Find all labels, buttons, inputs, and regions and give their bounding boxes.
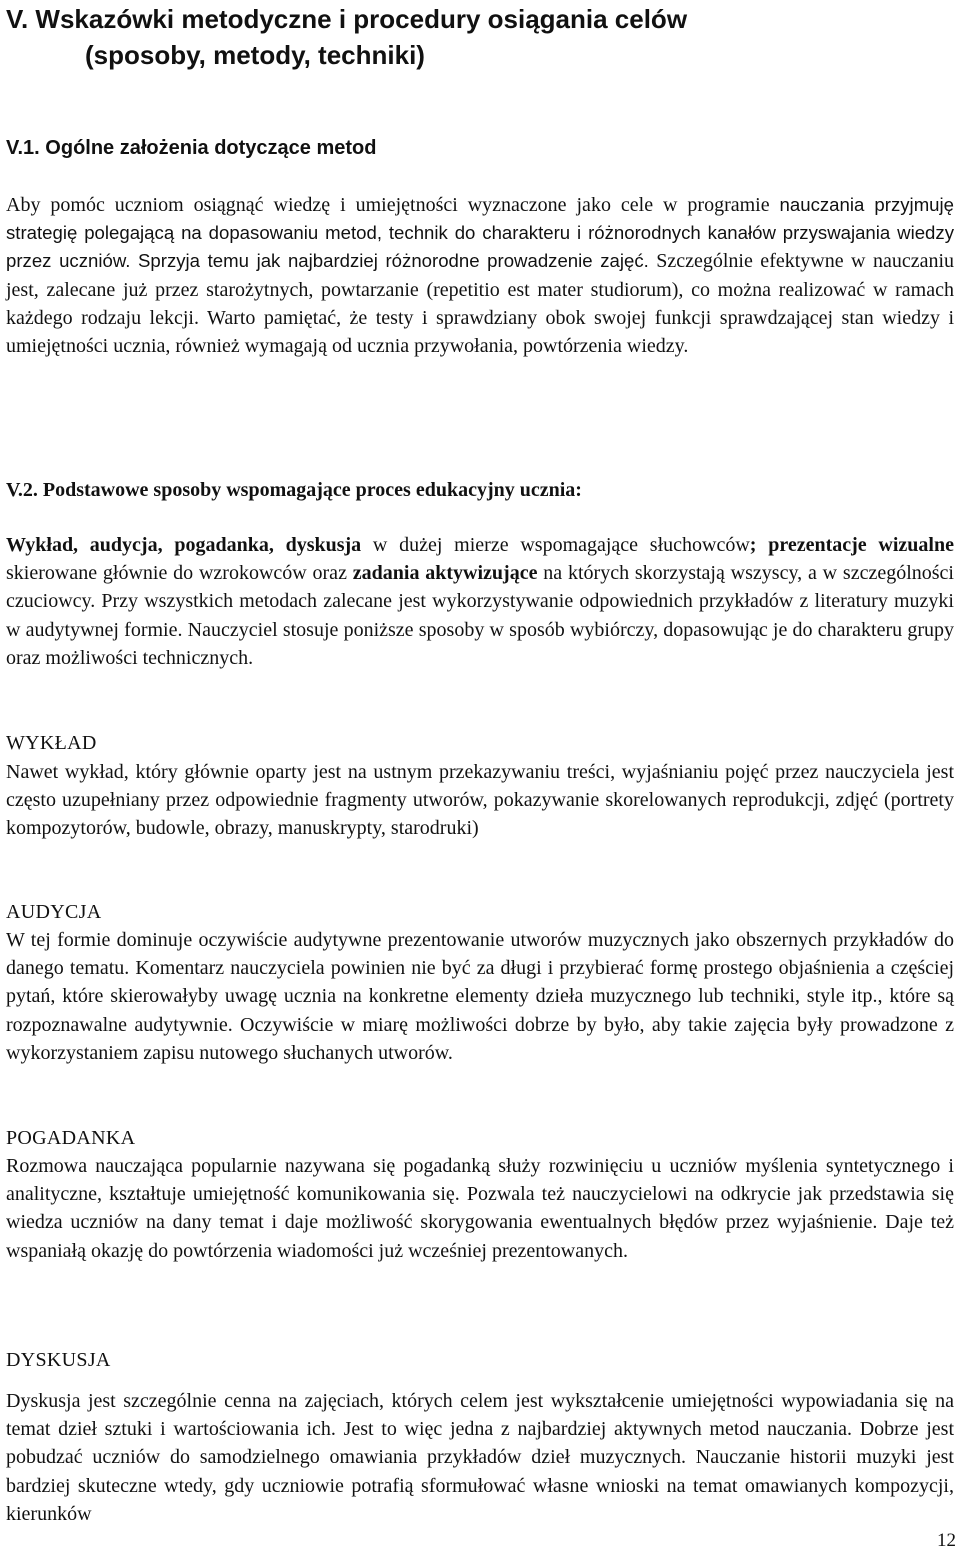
paragraph-fragment-sans: nauczania przyjmuję strategię polegającą na dopasowaniu metod, technik do charakteru i różnorodnych kanałów przyswajania wiedzy przez uczniów. Sprzyja temu jak najbardziej różnorodne prowadzenie zajęć.	[6, 194, 954, 272]
methods-semicolon: ;	[749, 534, 757, 556]
dyskusja-heading: DYSKUSJA	[6, 1349, 111, 1371]
wyklad-heading: WYKŁAD	[6, 732, 97, 754]
dyskusja-paragraph: Dyskusja jest szczególnie cenna na zajęciach, których celem jest wykształcenie umiejętności wypowiadania się na temat dzieł sztuki i wartościowania ich. Jest to więc jedna z najbardziej aktywnych metod nauczania. Dobrze jest pobudzać uczniów do samodzielnego omawiania przykładów dzieł muzycznych. Nauczanie historii muzyki jest bardziej skuteczne wtedy, gdy uczniowie potrafią sformułować własne wnioski na temat omawianych kompozycji, kierunków	[6, 1390, 954, 1525]
pogadanka-heading: POGADANKA	[6, 1127, 136, 1149]
methods-text-3: na których skorzystają wszyscy, a w szczególności czuciowcy. Przy wszystkich metodach zalecane jest wykorzystywanie odpowiednich przykładów z literatury muzyki w audytywnej formie. Nauczyciel stosuje poniższe sposoby w sposób wybiórczy, dopasowując je do charakteru grupy oraz możliwości technicznych.	[6, 562, 954, 669]
chapter-title-line2: (sposoby, metody, techniki)	[85, 40, 425, 70]
activating-tasks-bold: zadania aktywizujące	[352, 562, 538, 585]
audycja-heading: AUDYCJA	[6, 901, 102, 923]
pogadanka-paragraph: Rozmowa nauczająca popularnie nazywana się pogadanką służy rozwinięciu u uczniów myślenia syntetycznego i analityczne, kształtuje umiejętność komunikowania się. Pozwala też nauczycielowi na odkrycie jak przedstawia się wiedza uczniów na dany temat i daje możliwość skorygowania ewentualnych błędów przez wyjaśnienie. Daje też wspaniałą okazję do powtórzenia wiadomości już wcześniej prezentowanych.	[6, 1155, 954, 1262]
section-heading-general-assumptions: V.1. Ogólne założenia dotyczące metod	[6, 137, 377, 159]
visual-presentations-bold: prezentacje wizualne	[768, 534, 954, 556]
section-paragraph-basic-methods	[6, 531, 954, 672]
section-paragraph-general-assumptions	[6, 191, 954, 360]
wyklad-paragraph: Nawet wykład, który głównie oparty jest na ustnym przekazywaniu treści, wyjaśnianiu pojęć przez nauczyciela jest często uzupełniany przez odpowiednie fragmenty utworów, pokazywanie skorelowanych reprodukcji, zdjęć (portrety kompozytorów, budowle, obrazy, manuskrypty, starodruki)	[6, 761, 954, 840]
methods-list-bold: Wykład, audycja, pogadanka, dyskusja	[6, 534, 362, 556]
section-heading-basic-methods: V.2. Podstawowe sposoby wspomagające proces edukacyjny ucznia:	[6, 479, 582, 501]
chapter-title	[6, 1, 936, 73]
audycja-paragraph: W tej formie dominuje oczywiście audytywne prezentowanie utworów muzycznych jako obszernych przykładów do danego tematu. Komentarz nauczyciela powinien nie być za długi i przybierać formę prostego objaśnienia a częściej pytań, które skierowałyby uwagę ucznia na konkretne elementy dzieła muzycznego lub techniki, style itp., które są rozpoznawalne audytywnie. Oczywiście w miarę możliwości dobrze by było, aby takie zajęcia były prowadzone z wykorzystaniem zapisu nutowego słuchanych utworów.	[6, 929, 954, 1064]
methods-text-1: w dużej mierze wspomagające słuchowców	[361, 534, 750, 556]
page-number: 12	[937, 1530, 956, 1551]
chapter-title-line1: V. Wskazówki metodyczne i procedury osiągania celów	[6, 4, 688, 34]
methods-text-2: skierowane głównie do wzrokowców oraz	[6, 562, 353, 585]
paragraph-fragment-serif: Aby pomóc uczniom osiągnąć wiedzę i umiejętności wyznaczone jako cele w programie	[6, 194, 780, 216]
paragraph-fragment-rest: Szczególnie efektywne w nauczaniu jest, zalecane już przez starożytnych, powtarzanie (repetitio est mater studiorum), co można realizować w ramach każdego rodzaju lekcji. Warto pamiętać, że testy i sprawdziany obok swojej funkcji sprawdzającej stan wiedzy i umiejętności ucznia, również wymagają od ucznia przywołania, powtórzenia wiedzy.	[6, 250, 955, 358]
